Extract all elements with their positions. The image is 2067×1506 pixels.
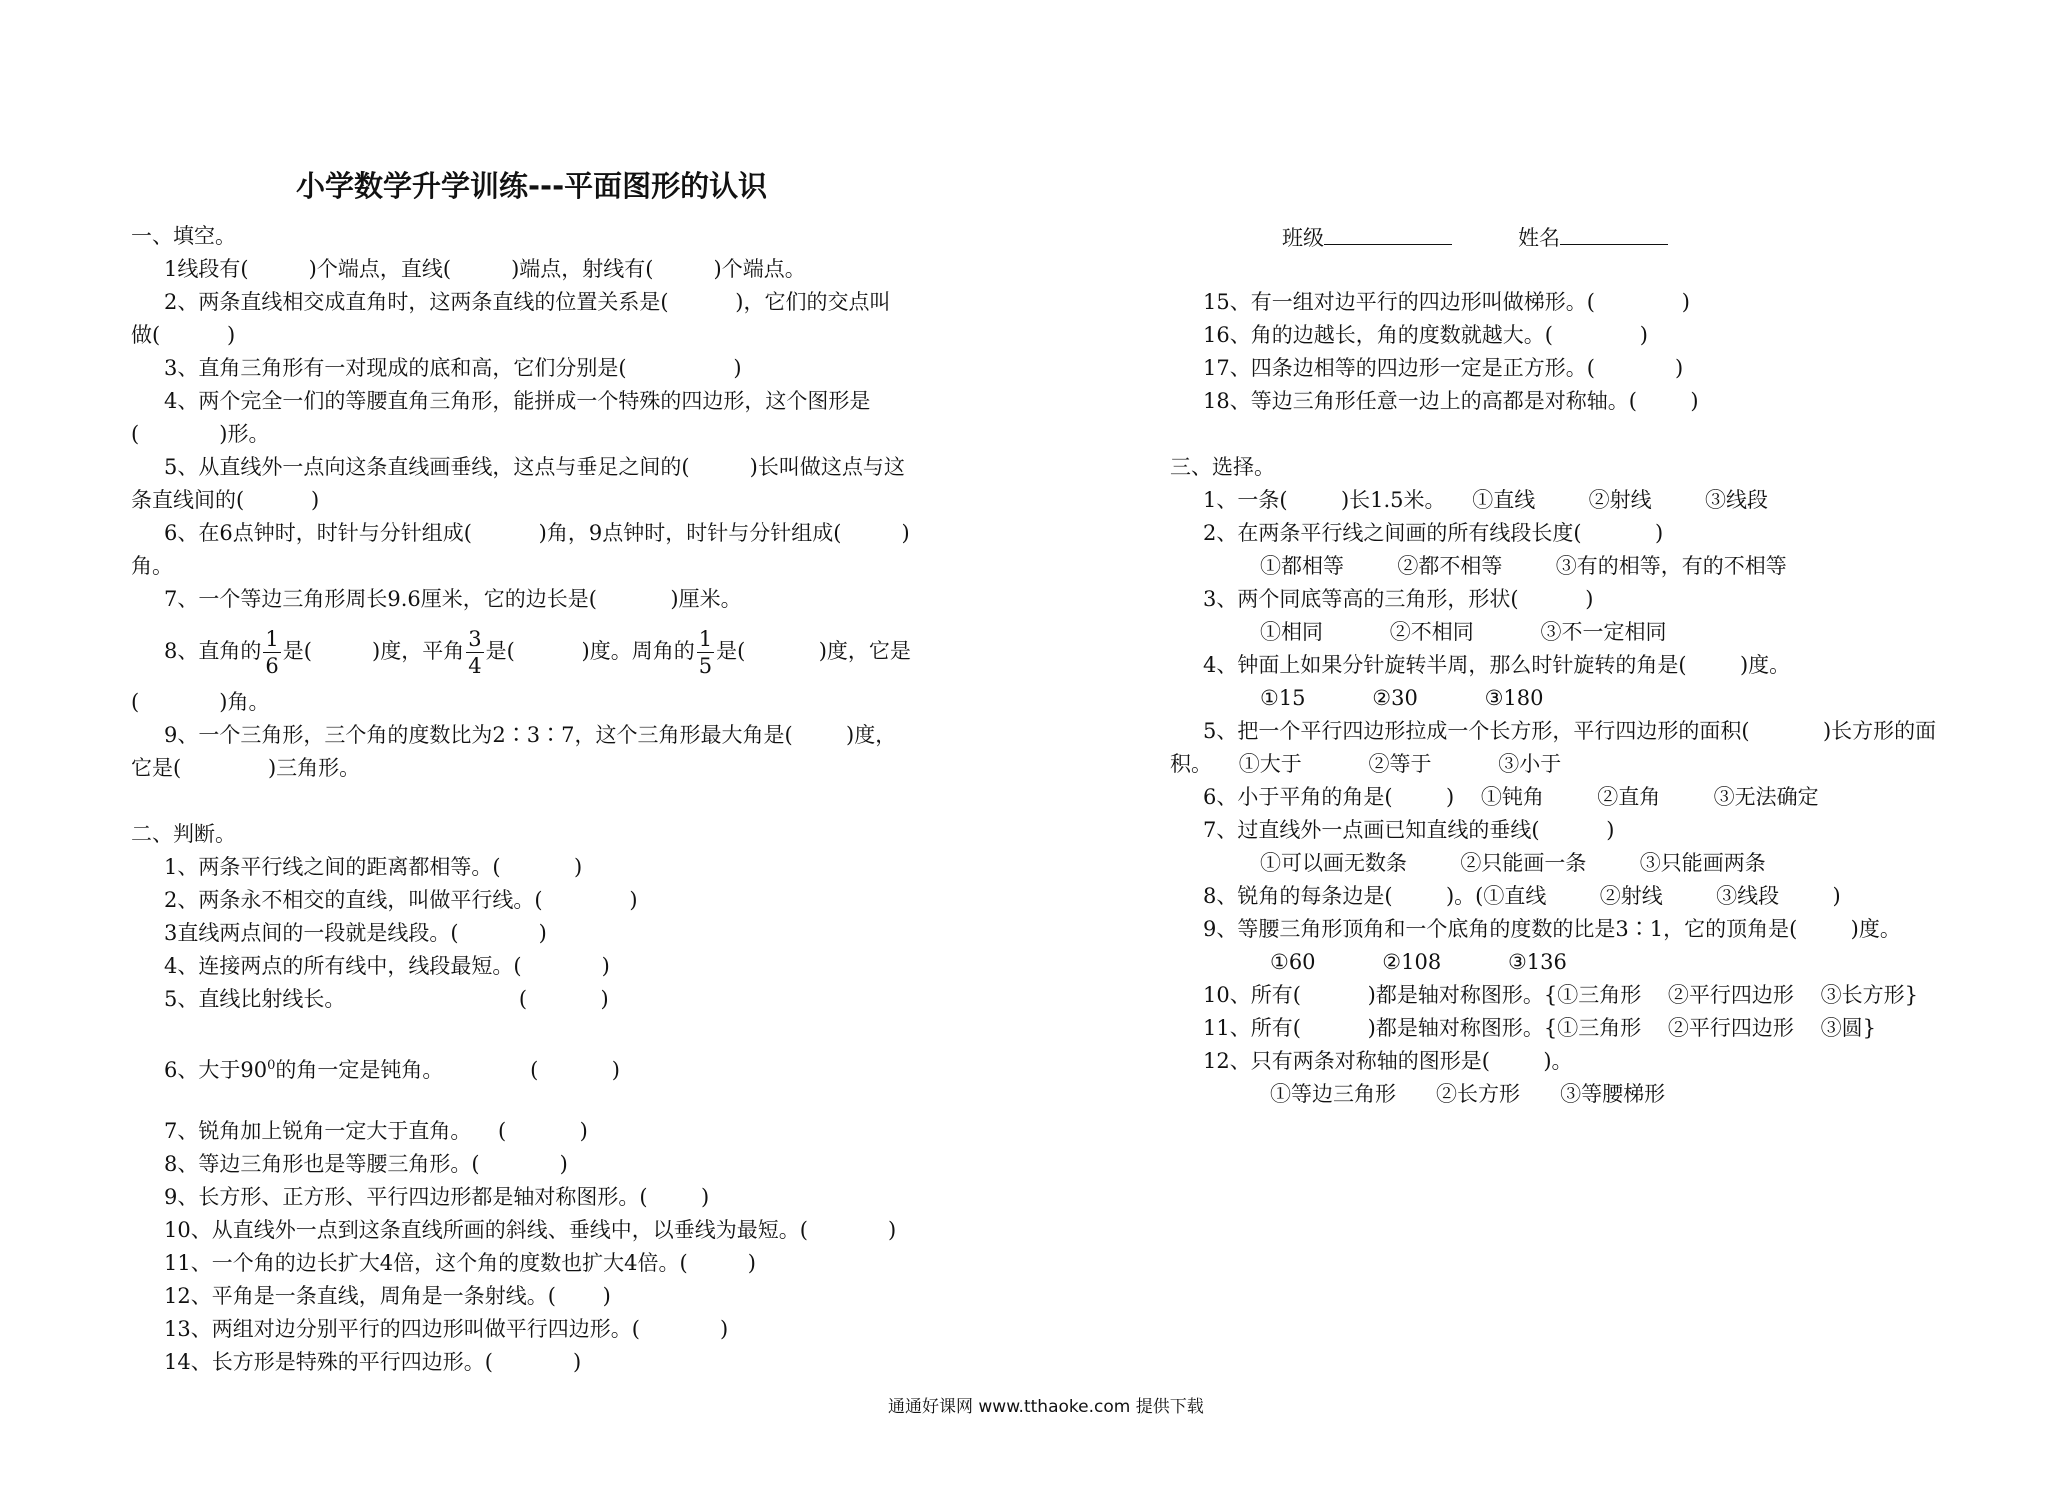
class-name-row [1282,220,1668,253]
choice-item: 6、小于平角的角是( ) ①钝角 ②直角 ③无法确定 [1203,785,1819,809]
question-text: 3、直角三角形有一对现成的底和高，它们分别是( ) [164,356,742,380]
judge-item: 18、等边三角形任意一边上的高都是对称轴。( ) [1203,389,1699,413]
name-blank [1560,220,1668,245]
section-heading-judge: 二、判断。 [131,822,236,846]
section-heading-fill: 一、填空。 [131,224,236,248]
choice-options: ①等边三角形 ②长方形 ③等腰梯形 [1270,1082,1666,1106]
judge-item: 9、长方形、正方形、平行四边形都是轴对称图形。( ) [164,1185,710,1209]
choice-options: ①15 ②30 ③180 [1260,686,1544,710]
choice-item: 8、锐角的每条边是( )。(①直线 ②射线 ③线段 ) [1203,884,1841,908]
class-label: 班级 [1282,226,1324,250]
judge-item: 8、等边三角形也是等腰三角形。( ) [164,1152,568,1176]
choice-item: 9、等腰三角形顶角和一个底角的度数的比是3∶1，它的顶角是( )度。 [1203,917,1901,941]
question-8: 8、直角的 $\frac{1}{6}$ 是( )度，平角 $\frac{3}{4}$ 是( )度。周角的 $\frac{1}{5}$ 是( )度，它是 [164,627,911,678]
question-text: 6、在6点钟时，时针与分针组成( )角，9点钟时，时针与分针组成( ) [164,521,910,545]
question-text: 角。 [131,554,173,578]
judge-item: 5、直线比射线长。 ( ) [164,987,609,1011]
judge-item: 17、四条边相等的四边形一定是正方形。( ) [1203,356,1684,380]
judge-item: 3直线两点间的一段就是线段。( ) [164,921,547,945]
judge-item: 15、有一组对边平行的四边形叫做梯形。( ) [1203,290,1690,314]
judge-item-6: 6、大于$90^0$的角一定是钝角。 ( ) [164,1058,620,1082]
judge-item: 10、从直线外一点到这条直线所画的斜线、垂线中，以垂线为最短。( ) [164,1218,897,1242]
spacer [131,1082,931,1115]
judge-item: 13、两组对边分别平行的四边形叫做平行四边形。( ) [164,1317,729,1341]
choice-item: 2、在两条平行线之间画的所有线段长度( ) [1203,521,1664,545]
question-text: 条直线间的( ) [131,488,320,512]
question-text: ( )角。 [131,690,270,714]
choice-item: 4、钟面上如果分针旋转半周，那么时针旋转的角是( )度。 [1203,653,1791,677]
judge-item: 1、两条平行线之间的距离都相等。( ) [164,855,583,879]
choice-item: 10、所有( )都是轴对称图形。{①三角形 ②平行四边形 ③长方形} [1203,983,1918,1007]
choice-item: 3、两个同底等高的三角形，形状( ) [1203,587,1594,611]
right-column [1170,286,1990,1111]
judge-item: 12、平角是一条直线，周角是一条射线。( ) [164,1284,611,1308]
spacer [131,785,931,818]
choice-options: ①相同 ②不相同 ③不一定相同 [1260,620,1667,644]
question-text: 5、从直线外一点向这条直线画垂线，这点与垂足之间的( )长叫做这点与这 [164,455,905,479]
question-text: 7、一个等边三角形周长9.6厘米，它的边长是( )厘米。 [164,587,742,611]
judge-item: 16、角的边越长，角的度数就越大。( ) [1203,323,1648,347]
choice-item: 1、一条( )长1.5米。 ①直线 ②射线 ③线段 [1203,488,1769,512]
choice-options: ①60 ②108 ③136 [1270,950,1567,974]
choice-item: 12、只有两条对称轴的图形是( )。 [1203,1049,1573,1073]
choice-options: ①可以画无数条 ②只能画一条 ③只能画两条 [1260,851,1766,875]
left-column [131,220,931,1379]
question-text: 9、一个三角形，三个角的度数比为2∶3∶7，这个三角形最大角是( )度， [164,723,897,747]
choice-item: 11、所有( )都是轴对称图形。{①三角形 ②平行四边形 ③圆} [1203,1016,1876,1040]
fraction-1-6: $\frac{1}{6}$ [265,627,279,678]
spacer [1170,418,1990,451]
judge-item: 2、两条永不相交的直线，叫做平行线。( ) [164,888,638,912]
class-blank [1324,220,1452,245]
judge-item: 7、锐角加上锐角一定大于直角。 ( ) [164,1119,588,1143]
question-text: 2、两条直线相交成直角时，这两条直线的位置关系是( )，它们的交点叫 [164,290,891,314]
judge-item: 4、连接两点的所有线中，线段最短。( ) [164,954,610,978]
judge-item: 11、一个角的边长扩大4倍，这个角的度数也扩大4倍。( ) [164,1251,756,1275]
question-text: 做( ) [131,323,236,347]
choice-item: 5、把一个平行四边形拉成一个长方形，平行四边形的面积( )长方形的面 [1203,719,1937,743]
fraction-3-4: $\frac{3}{4}$ [468,627,482,678]
choice-options: ①都相等 ②都不相等 ③有的相等，有的不相等 [1260,554,1787,578]
judge-item: 14、长方形是特殊的平行四边形。( ) [164,1350,582,1374]
choice-options: 积。 ①大于 ②等于 ③小于 [1170,752,1562,776]
fraction-1-5: $\frac{1}{5}$ [698,627,713,678]
question-text: 它是( )三角形。 [131,756,361,780]
choice-item: 7、过直线外一点画已知直线的垂线( ) [1203,818,1615,842]
footer-credit: 通通好课网 www.tthaoke.com 提供下载 [888,1397,1204,1417]
section-heading-choice: 三、选择。 [1170,455,1275,479]
question-text: 1线段有( )个端点，直线( )端点，射线有( )个端点。 [164,257,806,281]
name-label: 姓名 [1518,226,1560,250]
question-text: ( )形。 [131,422,270,446]
page-title: 小学数学升学训练---平面图形的认识 [296,169,768,203]
spacer [131,1016,931,1049]
question-text: 4、两个完全一们的等腰直角三角形，能拼成一个特殊的四边形，这个图形是 [164,389,871,413]
